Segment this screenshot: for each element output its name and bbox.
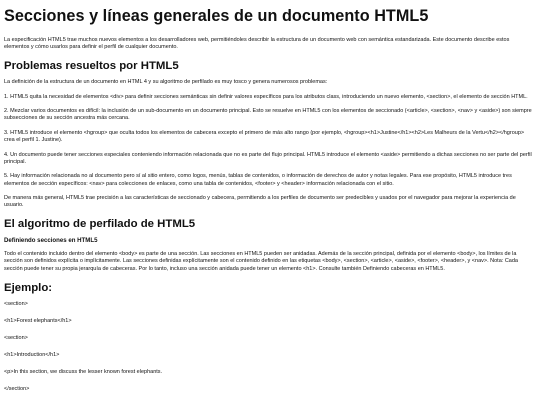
example-code-block bbox=[4, 301, 536, 394]
example-heading: Ejemplo: bbox=[4, 281, 53, 294]
code-line: <p>In this section, we discuss the lesser known forest elephants. bbox=[4, 368, 163, 375]
problems-heading: Problemas resueltos por HTML5 bbox=[4, 60, 179, 73]
problems-lead: La definición de la estructura de un documento en HTML 4 y su algoritmo de perfilado es muy tosco y genera numerosos problemas: bbox=[4, 79, 328, 86]
code-line: </section> bbox=[4, 386, 30, 393]
problem-item-3: 3. HTML5 introduce el elemento <hgroup> que oculta todos los elementos de cabecera excepto el primero de más alto rango (por ejemplo, <hgroup><h1>Justine</h1><h2>Les Malheurs de la Vertu</h2></hgroup> crea el perfil 1. Justine). bbox=[4, 130, 525, 144]
algorithm-body: Todo el contenido incluido dentro del elemento <body> es parte de una sección. Las secciones en HTML5 pueden ser anidadas. Además de la sección principal, definida por el elemento <body>, los límites de la sección son definidos explícita o implícitamente. Las secciones definidas explícitamente son el contenido definido en las etiquetas <body>, <section>, <article>, <aside>, <footer>, <header>, y <nav>. Nota: Cada sección puede tener su propia jerarquía de cabeceras. Por lo tanto, incluso una sección anidada puede tener un elemento <h1>. Consulte también Definiendo cabeceras en HTML5. bbox=[4, 251, 518, 272]
page-title: Secciones y líneas generales de un documento HTML5 bbox=[4, 7, 429, 25]
code-line: <h1>Forest elephants</h1> bbox=[4, 317, 72, 324]
problem-item-5: 5. Hay información relacionada no al documento pero sí al sitio entero, como logos, menús, tablas de contenidos, o información de derechos de autor y notas legales. Para ese propósito, HTML5 introduce tres elementos de sección específicos: <nav> para colecciones de enlaces, como una tabla de contenidos, <footer> y <header> información relacionada con el sitio. bbox=[4, 173, 512, 187]
problem-item-2: 2. Mezclar varios documentos es difícil: la inclusión de un sub-documento en un documento principal. Esto se resuelve en HTML5 con los elementos de seccionado (<article>, <section>, <nav> y <aside>) son siempre subsecciones de su sección ancestra más cercana. bbox=[4, 108, 532, 122]
problems-closing: De manera más general, HTML5 trae precisión a las características de seccionado y cabecera, permitiendo a los perfiles de documento ser predecibles y usados por el navegador para mejorar la experiencia de usuario. bbox=[4, 195, 516, 209]
algorithm-heading: El algoritmo de perfilado de HTML5 bbox=[4, 218, 196, 231]
problem-item-4: 4. Un documento puede tener secciones especiales conteniendo información relacionada que no es parte del flujo principal. HTML5 introduce el elemento <aside> permitiendo a dichas secciones no ser parte del perfil principal. bbox=[4, 151, 532, 165]
problem-item-1: 1. HTML5 quita la necesidad de elementos <div> para definir secciones semánticas sin definir valores específicos para los atributos class, introduciendo un nuevo elemento, <section>, el elemento de sección HTML. bbox=[4, 93, 528, 100]
code-line: <h1>Introduction</h1> bbox=[4, 351, 60, 358]
code-line: <section> bbox=[4, 334, 28, 341]
algorithm-subheading: Definiendo secciones en HTML5 bbox=[4, 237, 98, 245]
intro-paragraph: La especificación HTML5 trae muchos nuevos elementos a los desarrolladores web, permitiéndoles describir la estructura de un documento web con semántica estandarizada. Este documento describe estos elementos y cómo usarlos para definir el perfil de cualquier documento. bbox=[4, 37, 510, 51]
code-line: <section> bbox=[4, 300, 28, 307]
